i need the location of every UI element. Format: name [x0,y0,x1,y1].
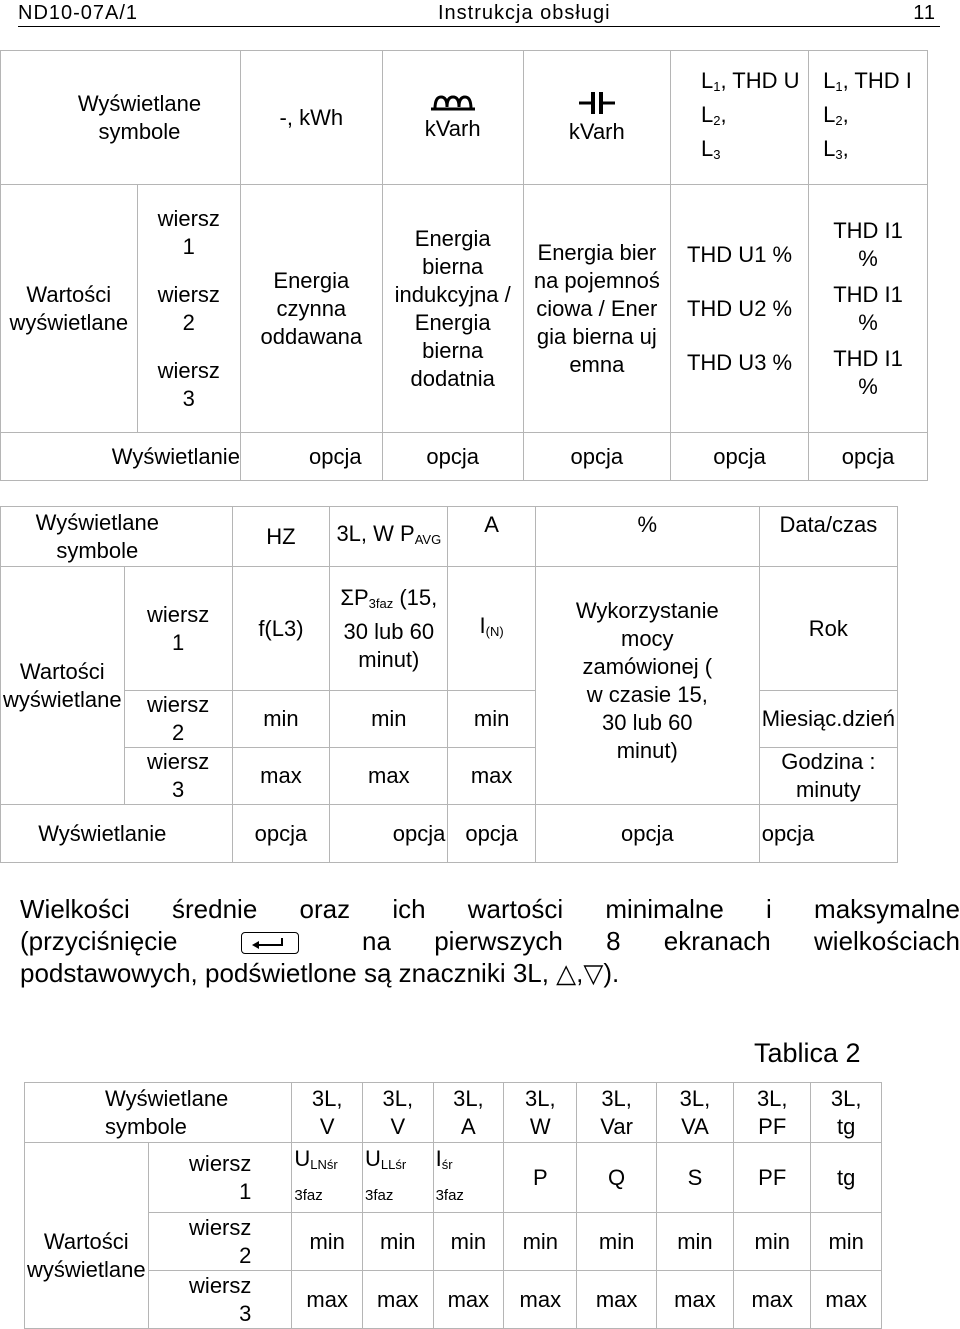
month-day: Miesiąc.dzień [759,691,897,748]
f-l3: f(L3) [232,567,330,691]
thd-i-values [809,185,928,433]
thd-i1b: THD I1 % [833,281,903,335]
sym-3l-a: 3L, A [433,1083,504,1143]
symbol-inductive [382,51,523,185]
symbol-kvarh-ind: kVarh [424,115,481,141]
para-line-1: Wielkości średnie oraz ich wartości minimalne i maksymalne [20,894,960,924]
opt-2-3: opcja [448,805,535,863]
table-power-date [0,506,898,863]
opt-2-4: opcja [535,805,759,863]
i-avg: $I_{śr}$ 3faz [433,1143,504,1213]
symbols-label-3: Wyświetlane symbole [25,1083,292,1143]
min-3-3: min [433,1213,504,1271]
thd-u-values [670,185,808,433]
description-paragraph [20,893,960,989]
symbol-hz: HZ [232,507,330,567]
symbol-datetime: Data/czas [759,507,897,567]
sum-p-3faz: $\Sigma P_{3faz}$ (15, 30 lub 60 minut) [330,567,448,691]
sym-3l-v-1: 3L, V [292,1083,363,1143]
year: Rok [759,567,897,691]
option-5: opcja [809,433,928,481]
q-value: Q [577,1143,656,1213]
enter-key-icon [241,932,299,954]
tg-value: tg [811,1143,882,1213]
thd-i1a: THD I1 % [833,217,903,271]
para-line-3: podstawowych, podświetlone są znaczniki 3L, △,▽). [20,958,620,988]
power-usage: Wykorzystanie mocy zamówionej ( w czasie 15, 30 lub 60 minut) [535,567,759,805]
row-1-label-2: wiersz 1 [124,567,232,691]
sym-3l-pf: 3L, PF [734,1083,811,1143]
active-energy-exported: Energia czynna oddawana [240,185,382,433]
max-3-5: max [577,1271,656,1329]
row-3-label-2: wiersz 3 [124,748,232,805]
option-1: opcja [240,433,382,481]
sym-3l-var: 3L, Var [577,1083,656,1143]
page-number: 11 [913,2,936,24]
min-3-2: min [362,1213,433,1271]
min-3-4: min [504,1213,577,1271]
symbols-label-2: Wyświetlane symbole [1,507,233,567]
thd-u1: THD U1 % [686,241,793,267]
row-2-label-3: wiersz 2 [148,1213,292,1271]
symbol-thd-i: $L_1$, THD I $L_2$, $L_3$, [809,51,928,185]
symbol-thd-u: $L_1$, THD U $L_2$, $L_3$ [670,51,808,185]
max-3-3: max [433,1271,504,1329]
row-1-label-3: wiersz 1 [148,1143,292,1213]
page-header [18,2,940,27]
row-3-label-3: wiersz 3 [148,1271,292,1329]
s-value: S [656,1143,733,1213]
option-3: opcja [523,433,670,481]
row-1-label: wiersz 1 [157,205,220,259]
sym-3l-va: 3L, VA [656,1083,733,1143]
p-value: P [504,1143,577,1213]
hour-minute: Godzina : minuty [759,748,897,805]
max-3-7: max [734,1271,811,1329]
symbol-kvarh-cap: kVarh [568,118,625,144]
min-2: min [330,691,448,748]
max-3-8: max [811,1271,882,1329]
pf-value: PF [734,1143,811,1213]
reactive-energy-capacitive: Energia bierna pojemnościowa / Energia bierna ujemna [523,185,670,433]
sym-3l-w: 3L, W [504,1083,577,1143]
reactive-energy-inductive: Energia bierna indukcyjna / Energia bierna dodatnia [382,185,523,433]
table-caption: Tablica 2 [754,1038,861,1068]
min-3-5: min [577,1213,656,1271]
min-1: min [232,691,330,748]
min-3: min [448,691,535,748]
row-3-label: wiersz 3 [157,357,220,411]
thd-u3: THD U3 % [686,349,793,375]
inductor-icon [431,93,475,111]
max-3-6: max [656,1271,733,1329]
row-labels [137,185,240,433]
max-3: max [448,748,535,805]
min-3-8: min [811,1213,882,1271]
min-3-7: min [734,1213,811,1271]
doc-title: Instrukcja obsługi [438,2,611,24]
thd-u2: THD U2 % [686,295,793,321]
u-ll-avg: $U_{LLśr}$ 3faz [362,1143,433,1213]
i-n: $I_{(N)}$ [448,567,535,691]
opt-2-5: opcja [759,805,897,863]
thd-i1c: THD I1 % [833,345,903,399]
max-3-4: max [504,1271,577,1329]
display-label: Wyświetlanie [1,433,241,481]
values-label-3: Wartości wyświetlane [25,1143,149,1329]
row-2-label: wiersz 2 [157,281,220,335]
max-3-2: max [362,1271,433,1329]
opt-2-1: opcja [232,805,330,863]
min-3-6: min [656,1213,733,1271]
symbols-label: Wyświetlane symbole [1,51,241,185]
max-3-1: max [292,1271,363,1329]
opt-2-2: opcja [330,805,448,863]
symbol-a: A [448,507,535,567]
table-energy-thd [0,50,928,481]
option-2: opcja [382,433,523,481]
symbol-capacitive [523,51,670,185]
row-2-label-2: wiersz 2 [124,691,232,748]
sym-3l-v-2: 3L, V [362,1083,433,1143]
max-1: max [232,748,330,805]
symbol-kwh: -, kWh [240,51,382,185]
values-label-2: Wartości wyświetlane [1,567,125,805]
doc-code: ND10-07A/1 [18,2,139,24]
max-2: max [330,748,448,805]
u-ln-avg: $U_{LNśr}$ 3faz [292,1143,363,1213]
option-4: opcja [670,433,808,481]
min-3-1: min [292,1213,363,1271]
capacitor-icon [577,90,617,116]
sym-3l-tg: 3L, tg [811,1083,882,1143]
table-3l-averages [24,1082,882,1329]
values-label: Wartości wyświetlane [1,185,138,433]
display-label-2: Wyświetlanie [1,805,233,863]
symbol-pct: % [535,507,759,567]
para-line-2: (przyciśnięcie na pierwszych 8 ekranach wielkościach [20,926,960,956]
symbol-w-avg: 3L, W $P_{AVG}$ [330,507,448,567]
